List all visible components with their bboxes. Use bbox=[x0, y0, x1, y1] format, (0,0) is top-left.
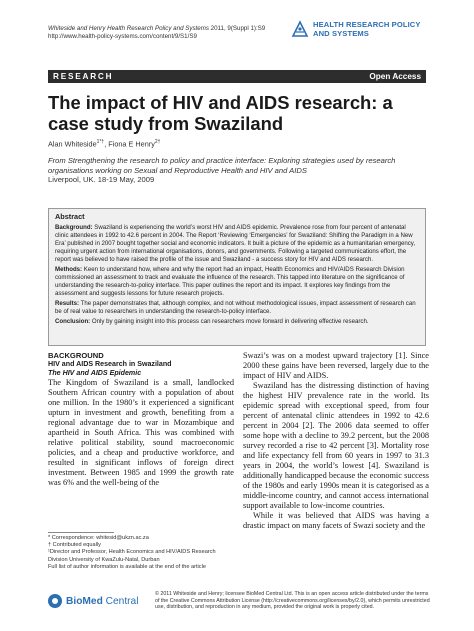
footnotes bbox=[48, 535, 234, 571]
section-bar bbox=[48, 70, 426, 83]
section-label: RESEARCH bbox=[53, 72, 114, 81]
abstract-background bbox=[55, 224, 419, 264]
abstract-results bbox=[55, 300, 419, 316]
abstract-conclusion bbox=[55, 318, 419, 326]
abstract-label: Conclusion: bbox=[55, 317, 91, 325]
open-access-label: Open Access bbox=[369, 72, 421, 81]
author-list bbox=[48, 139, 160, 148]
publisher-logo bbox=[48, 594, 138, 608]
conference-source bbox=[48, 156, 430, 185]
abstract-text: Keen to understand how, where and why the report had an impact, Health Economics and HIV/AIDS Research Division commissioned an assessment to track and evaluate the influence of the research. This tapped into literature on the significance of understanding the research-to-policy interface. This paper outlines the report and its impact. It explores key findings from the assessment and suggests lessons for future research projects. bbox=[55, 266, 405, 298]
biomed-central-logo-icon bbox=[48, 594, 62, 608]
body-column-left bbox=[48, 351, 234, 488]
body-column-right bbox=[243, 351, 429, 531]
abstract-label: Results: bbox=[55, 299, 80, 307]
body-paragraph: The Kingdom of Swaziland is a small, landlocked Southern African country with a population of about one million. In the 1980’s it experienced a significant upturn in investment and growth, benefiting from a regional advantage due to war in Mozambique and apartheid in South Africa. This was combined with relative political stability, sound macroeconomic policies, and a cheap and productive workforce, and resulted in significant inflows of foreign direct investment. Between 1985 and 1999 the growth rate was 6% and the well-being of the bbox=[48, 378, 234, 487]
header-citation bbox=[48, 25, 265, 41]
abstract-methods bbox=[55, 266, 419, 298]
citation-details: 2011, 9(Suppl 1):S9 bbox=[208, 25, 266, 32]
author-name[interactable]: Alan Whiteside bbox=[48, 139, 97, 149]
author-affiliation-mark: 1*† bbox=[96, 139, 105, 145]
subsection-heading: HIV and AIDS Research in Swaziland bbox=[48, 360, 172, 368]
article-title: The impact of HIV and AIDS research: a case study from Swaziland bbox=[48, 92, 393, 134]
body-paragraph: Swaziland has the distressing distinction of having the highest HIV prevalence rate in the world. Its epidemic spread with exceptional speed, from four percent of antenatal clinic attendees in 1992 to 42.6 percent in 2004 [2]. The 2006 data seemed to offer some hope with a decline to 39.2 percent, but the 2008 survey recorded a rise to 42 percent [3]. Mortality rose and life expectancy fell from 60 years in 1997 to 31.3 years in 2004, the world’s lowest [4]. Swaziland is additionally handicapped because the economic success of the 1980s and early 1990s mean it is categorised as a middle-income country, and cannot access international support available to low-income countries. bbox=[243, 381, 429, 510]
logo-line-2: AND SYSTEMS bbox=[313, 29, 369, 38]
publisher-name-rest: Central bbox=[102, 595, 139, 607]
abstract-text: Swaziland is experiencing the world’s worst HIV and AIDS epidemic. Prevalence rose from four percent of antenatal clinic attendees in 1992 to 42.6 percent in 2004. The Report ‘Reviewing ‘Emergencies’ for Swaziland: Shifting the Paradigm in a New Era’ published in 2007 bought together social and economic indicators. It built a picture of the epidemic as a humanitarian emergency, requiring urgent action from international organisations, donors, and governments. Following a targeted communications effort, the report was believed to have raised the profile of the issue and Swaziland - a success story for HIV and AIDS research. bbox=[55, 224, 416, 264]
abstract-box bbox=[48, 208, 426, 346]
article-url[interactable]: http://www.health-policy-systems.com/content/9/S1/S9 bbox=[48, 33, 197, 40]
subsubsection-heading: The HIV and AIDS Epidemic bbox=[48, 369, 142, 377]
conference-location-date: Liverpool, UK. 18-19 May, 2009 bbox=[48, 175, 155, 185]
body-paragraph: While it was believed that AIDS was having a drastic impact on many facets of Swazi society and the bbox=[243, 511, 429, 530]
citation-journal: Whiteside and Henry Health Research Policy and Systems bbox=[48, 25, 209, 32]
affiliation-note: ¹Director and Professor, Health Economics and HIV/AIDS Research Division University of KwaZulu-Natal, Durban bbox=[48, 549, 216, 563]
body-paragraph: Swazi’s was on a modest upward trajectory [1]. Since 2000 these gains have been reversed, largely due to the impact of HIV and AIDS. bbox=[243, 351, 429, 380]
correspondence-note[interactable]: * Correspondence: whitesid@ukzn.ac.za bbox=[48, 535, 149, 541]
journal-logo-text bbox=[313, 20, 421, 38]
author-affiliation-mark: 2† bbox=[154, 139, 161, 145]
footnote-divider bbox=[48, 532, 114, 533]
logo-line-1: HEALTH RESEARCH POLICY bbox=[313, 20, 421, 29]
conference-title: From Strengthening the research to policy and practice interface: Exploring strategies used by research organisations working on Sexual and Reproductive Health and HIV and AIDS bbox=[48, 156, 396, 175]
abstract-label: Background: bbox=[55, 224, 93, 232]
abstract-text: Only by gaining insight into this process can researchers move forward in delivering effective research. bbox=[90, 317, 369, 325]
section-heading: BACKGROUND bbox=[48, 351, 104, 360]
author-name[interactable]: , Fiona E Henry bbox=[104, 139, 155, 149]
author-info-note: Full list of author information is available at the end of the article bbox=[48, 563, 206, 570]
publisher-name bbox=[66, 596, 138, 607]
license-statement: © 2011 Whiteside and Henry; licensee BioMed Central Ltd. This is an open access article distributed under the terms of the Creative Commons Attribution License (http://creativecommons.org/licenses/by/2.0), which permits unrestricted use, distribution, and reproduction in any medium, provided the original work is properly cited. bbox=[155, 591, 430, 611]
journal-logo bbox=[291, 20, 421, 38]
abstract-heading: Abstract bbox=[55, 212, 85, 221]
health-research-policy-logo-icon bbox=[291, 20, 309, 38]
abstract-text: The paper demonstrates that, although complex, and not without methodological issues, impact assessment of research can be of real value to researchers in understanding the research-to-policy interface. bbox=[55, 299, 416, 316]
publisher-name-bold: BioMed bbox=[66, 595, 103, 607]
abstract-label: Methods: bbox=[55, 266, 83, 274]
contribution-note: † Contributed equally bbox=[48, 542, 101, 549]
